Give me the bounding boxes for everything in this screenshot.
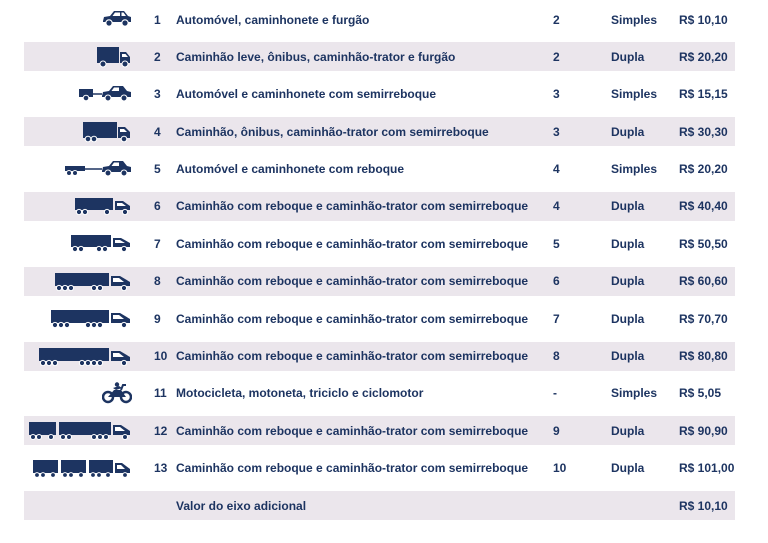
row-price: R$ 70,70 [679, 311, 728, 326]
row-wheel: Dupla [611, 236, 645, 251]
truck-6-axle-icon [24, 267, 132, 296]
row-number: 7 [154, 236, 161, 251]
row-axes: - [553, 386, 557, 401]
row-number: 12 [154, 423, 168, 438]
row-wheel: Dupla [611, 274, 645, 289]
row-axes: 2 [553, 49, 560, 64]
motorcycle-icon [24, 379, 132, 408]
truck-5-axle-icon [24, 229, 132, 258]
table-row [24, 229, 735, 258]
row-price: R$ 5,05 [679, 386, 722, 401]
footer-row [24, 491, 735, 520]
row-wheel: Dupla [611, 423, 645, 438]
table-row [24, 5, 735, 34]
row-axes: 9 [553, 423, 560, 438]
row-number: 3 [154, 87, 161, 102]
row-number: 9 [154, 311, 161, 326]
table-row [24, 80, 735, 109]
row-price: R$ 10,10 [679, 12, 728, 27]
row-axes: 4 [553, 162, 560, 177]
truck-10-axle-icon [24, 454, 132, 483]
row-wheel: Dupla [611, 199, 645, 214]
row-price: R$ 60,60 [679, 274, 728, 289]
row-wheel: Simples [611, 87, 658, 102]
truck-7-axle-icon [24, 304, 132, 333]
row-category: Caminhão com reboque e caminhão-trator com semirreboque [176, 274, 529, 289]
row-axes: 8 [553, 349, 560, 364]
table-row [24, 267, 735, 296]
car-with-trailer-icon [24, 155, 132, 184]
row-wheel: Dupla [611, 49, 645, 64]
car-with-semitrailer-icon [24, 80, 132, 109]
row-category: Caminhão com reboque e caminhão-trator com semirreboque [176, 349, 529, 364]
row-number: 5 [154, 162, 161, 177]
truck-3-axle-icon [24, 117, 132, 146]
row-wheel: Simples [611, 162, 658, 177]
row-wheel: Dupla [611, 311, 645, 326]
row-price: R$ 20,20 [679, 162, 728, 177]
footer-label: Valor do eixo adicional [176, 498, 307, 513]
row-axes: 6 [553, 274, 560, 289]
row-category: Caminhão com reboque e caminhão-trator com semirreboque [176, 236, 529, 251]
row-price: R$ 80,80 [679, 349, 728, 364]
row-price: R$ 50,50 [679, 236, 728, 251]
row-number: 1 [154, 12, 161, 27]
table-row [24, 416, 735, 445]
row-price: R$ 90,90 [679, 423, 728, 438]
row-axes: 4 [553, 199, 560, 214]
row-number: 2 [154, 49, 161, 64]
row-wheel: Dupla [611, 461, 645, 476]
table-row [24, 379, 735, 408]
table-row [24, 454, 735, 483]
row-category: Caminhão com reboque e caminhão-trator com semirreboque [176, 423, 529, 438]
row-category: Automóvel, caminhonete e furgão [176, 12, 370, 27]
row-wheel: Simples [611, 12, 658, 27]
table-row [24, 117, 735, 146]
row-category: Caminhão leve, ônibus, caminhão-trator e furgão [176, 49, 456, 64]
row-axes: 3 [553, 124, 560, 139]
row-category: Motocicleta, motoneta, triciclo e ciclomotor [176, 386, 424, 401]
light-truck-icon [24, 42, 132, 71]
row-number: 4 [154, 124, 161, 139]
row-axes: 2 [553, 12, 560, 27]
row-axes: 5 [553, 236, 560, 251]
row-number: 8 [154, 274, 161, 289]
row-number: 11 [154, 386, 167, 401]
row-category: Caminhão com reboque e caminhão-trator com semirreboque [176, 461, 529, 476]
row-price: R$ 101,00 [679, 461, 735, 476]
truck-8-axle-icon [24, 342, 132, 371]
row-number: 6 [154, 199, 161, 214]
row-price: R$ 20,20 [679, 49, 728, 64]
table-row [24, 42, 735, 71]
row-wheel: Dupla [611, 349, 645, 364]
row-category: Caminhão com reboque e caminhão-trator com semirreboque [176, 311, 529, 326]
truck-4-axle-icon [24, 192, 132, 221]
row-wheel: Simples [611, 386, 658, 401]
row-axes: 7 [553, 311, 560, 326]
row-wheel: Dupla [611, 124, 645, 139]
row-axes: 3 [553, 87, 560, 102]
row-number: 13 [154, 461, 168, 476]
table-row [24, 155, 735, 184]
row-category: Caminhão, ônibus, caminhão-trator com semirreboque [176, 124, 489, 139]
row-price: R$ 30,30 [679, 124, 728, 139]
toll-table [24, 5, 735, 528]
table-row [24, 342, 735, 371]
row-category: Automóvel e caminhonete com semirreboque [176, 87, 437, 102]
footer-price: R$ 10,10 [679, 498, 728, 513]
row-price: R$ 15,15 [679, 87, 728, 102]
table-row [24, 192, 735, 221]
truck-9-axle-icon [24, 416, 132, 445]
car-icon [24, 5, 132, 34]
row-number: 10 [154, 349, 168, 364]
table-row [24, 304, 735, 333]
row-price: R$ 40,40 [679, 199, 728, 214]
row-category: Caminhão com reboque e caminhão-trator com semirreboque [176, 199, 529, 214]
row-axes: 10 [553, 461, 567, 476]
row-category: Automóvel e caminhonete com reboque [176, 162, 405, 177]
